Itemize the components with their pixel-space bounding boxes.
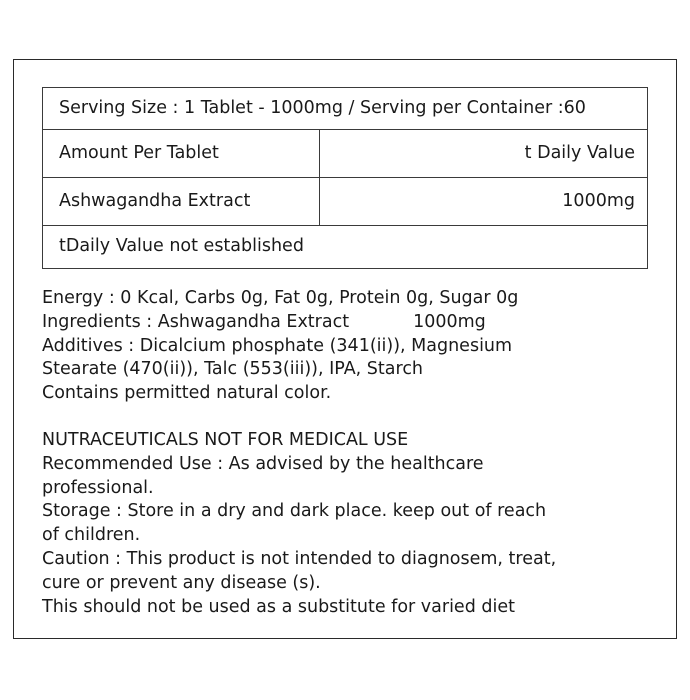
section-spacer xyxy=(42,406,662,429)
ingredients-amount: 1000mg xyxy=(413,311,486,332)
supplement-label-panel xyxy=(13,59,677,639)
amount-per-tablet-header: Amount Per Tablet xyxy=(59,142,219,163)
storage-line-2: of children. xyxy=(42,525,141,546)
additives-line-1: Additives : Dicalcium phosphate (341(ii)), Magnesium xyxy=(42,335,513,356)
ingredients-line xyxy=(42,311,662,335)
table-row-header xyxy=(43,130,647,178)
substitute-line: This should not be used as a substitute for varied diet xyxy=(42,596,515,617)
additives-line-2: Stearate (470(ii)), Talc (553(iii)), IPA, Starch xyxy=(42,359,424,380)
recommended-use-line-2: professional. xyxy=(42,477,154,498)
table-row-serving xyxy=(43,88,647,130)
storage-line-1: Storage : Store in a dry and dark place. keep out of reach xyxy=(42,501,547,522)
serving-size-text: Serving Size : 1 Tablet - 1000mg / Serving per Container :60 xyxy=(59,97,586,118)
caution-line-1: Caution : This product is not intended to diagnosem, treat, xyxy=(42,548,557,569)
warning-heading: NUTRACEUTICALS NOT FOR MEDICAL USE xyxy=(42,429,409,450)
recommended-use-line-1: Recommended Use : As advised by the healthcare xyxy=(42,453,484,474)
color-note: Contains permitted natural color. xyxy=(42,383,332,404)
daily-value-header: t Daily Value xyxy=(319,130,647,177)
ingredients-label: Ingredients : Ashwagandha Extract xyxy=(42,311,350,332)
ingredient-amount: 1000mg xyxy=(319,178,647,225)
caution-line-2: cure or prevent any disease (s). xyxy=(42,572,321,593)
table-row-footnote xyxy=(43,226,647,268)
supplement-facts-table xyxy=(42,87,648,269)
ingredient-name: Ashwagandha Extract xyxy=(59,190,251,211)
daily-value-footnote: tDaily Value not established xyxy=(59,236,304,257)
table-row-ingredient xyxy=(43,178,647,226)
energy-line: Energy : 0 Kcal, Carbs 0g, Fat 0g, Protein 0g, Sugar 0g xyxy=(42,288,519,308)
product-info-block xyxy=(42,287,662,619)
